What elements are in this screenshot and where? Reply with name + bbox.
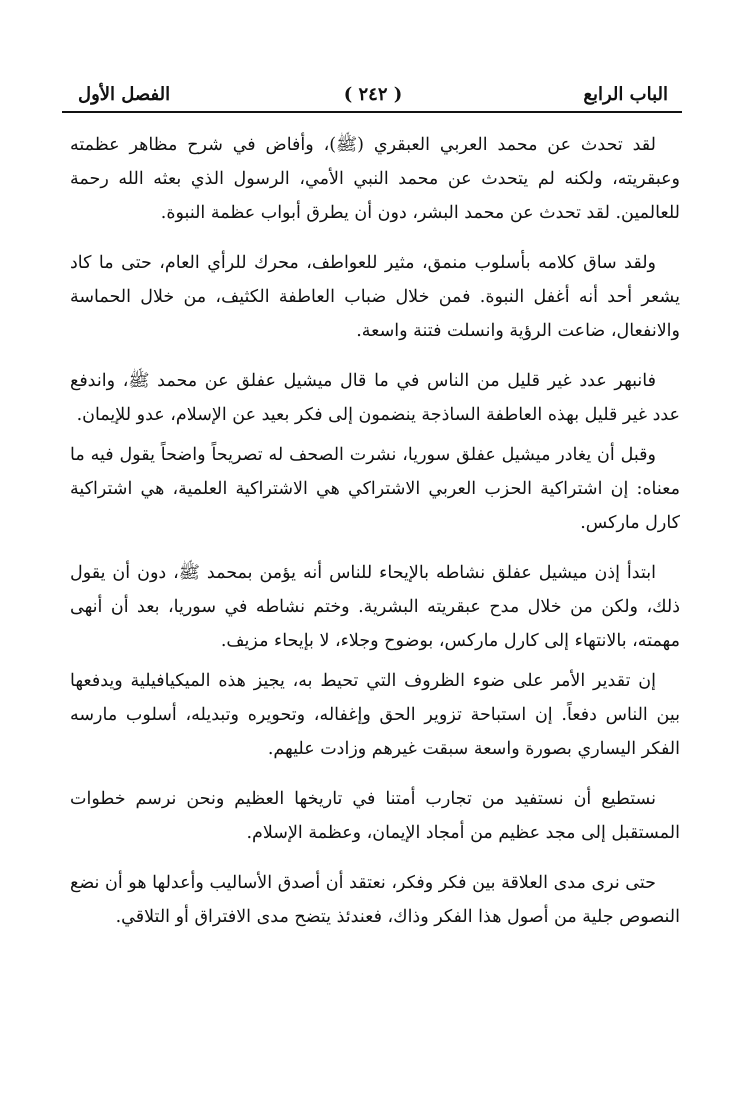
paragraph-4: وقبل أن يغادر ميشيل عفلق سوريا، نشرت الصحف له تصريحاً واضحاً يقول فيه ما معناه: إن اشتراكية الحزب العربي الاشتراكي هي الاشتراكية العلمية، هي اشتراكية كارل ماركس. [70, 445, 680, 533]
running-header [78, 78, 668, 110]
paragraph-3: فانبهر عدد غير قليل من الناس في ما قال ميشيل عفلق عن محمد ﷺ، واندفع عدد غير قليل بهذه العاطفة الساذجة ينضمون إلى فكر بعيد عن الإسلام، عدو للإيمان. [70, 371, 680, 425]
page-number: ( ٢٤٢ ) [343, 83, 403, 105]
section-title: الفصل الأول [78, 83, 171, 105]
paragraph-8: حتى نرى مدى العلاقة بين فكر وفكر، نعتقد أن أصدق الأساليب وأعدلها هو أن نضع النصوص جلية من أصول هذا الفكر وذاك، فعندئذ يتضح مدى الافتراق أو التلاقي. [70, 873, 680, 927]
paragraph-2: ولقد ساق كلامه بأسلوب منمق، مثير للعواطف، محرك للرأي العام، حتى ما كاد يشعر أحد أنه أغفل النبوة. فمن خلال ضباب العاطفة الكثيف، من خلال الحماسة والانفعال، ضاعت الرؤية وانسلت فتنة واسعة. [70, 253, 680, 341]
paragraph-6: إن تقدير الأمر على ضوء الظروف التي تحيط به، يجيز هذه الميكيافيلية ويدفعها بين الناس دفعاً. إن استباحة تزوير الحق وإغفاله، وتحويره وتبديله، أسلوب مارسه الفكر اليساري بصورة واسعة سبقت غيرهم وزادت عليهم. [70, 671, 680, 759]
paragraph-7: نستطيع أن نستفيد من تجارب أمتنا في تاريخها العظيم ونحن نرسم خطوات المستقبل إلى مجد عظيم من أمجاد الإيمان، وعظمة الإسلام. [70, 789, 680, 843]
chapter-title: الباب الرابع [583, 83, 668, 105]
body-text [70, 128, 680, 950]
paragraph-1: لقد تحدث عن محمد العربي العبقري (ﷺ)، وأفاض في شرح مظاهر عظمته وعبقريته، ولكنه لم يتحدث عن محمد النبي الأمي، الرسول الذي بعثه الله رحمة للعالمين. لقد تحدث عن محمد البشر، دون أن يطرق أبواب عظمة النبوة. [70, 135, 680, 223]
header-rule [62, 111, 682, 113]
paragraph-5: ابتدأ إذن ميشيل عفلق نشاطه بالإيحاء للناس أنه يؤمن بمحمد ﷺ، دون أن يقول ذلك، ولكن من خلال مدح عبقريته البشرية. وختم نشاطه في سوريا، بعد أن أنهى مهمته، بالانتهاء إلى كارل ماركس، بوضوح وجلاء، لا بإيحاء مزيف. [70, 563, 680, 651]
